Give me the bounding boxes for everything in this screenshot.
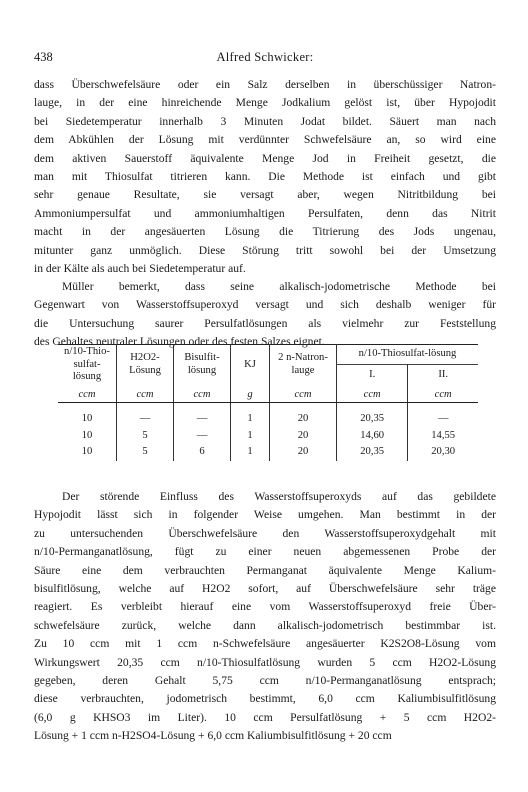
text-line: macht in der angesäuerten Lösung die Titrierung des Jods ungenau, (34, 225, 496, 239)
text-line: die Untersuchung saurer Persulfatlösungen als vielmehr zur Feststellung (34, 316, 496, 330)
text-line: sehr genaue Resultate, sie versagt aber, wegen Nitritbildung bei (34, 188, 496, 202)
header-h2o2 (117, 345, 174, 385)
text-line: Der störende Einfluss des Wasserstoffsuperoxyds auf das gebildete (62, 490, 496, 503)
page-header (34, 50, 496, 68)
table-cell: 20,35 (337, 403, 408, 428)
header-thiosulfat-result-label: n/10-Thiosulfat-lösung (358, 348, 457, 360)
table-cell: 20 (270, 428, 337, 445)
header-bisulfit-label: Bisulfit-lösung (184, 352, 220, 376)
text-line: Ammoniumpersulfat und ammoniumhaltigen Persulfaten, denn das Nitrit (34, 206, 496, 220)
table-cell: 1 (231, 444, 270, 461)
header-thiosulfat (58, 345, 117, 385)
text-line: (6,0 g KHSO3 im Liter). 10 ccm Persulfatlösung + 5 ccm H2O2- (34, 710, 496, 724)
table-cell: 14,60 (337, 428, 408, 445)
results-table (58, 344, 478, 461)
header-natronlauge (270, 345, 337, 385)
table-cell: — (437, 413, 449, 424)
text-line: in der Kälte als auch bei Siedetemperatur auf. (34, 261, 246, 275)
table-cell: 20 (270, 403, 337, 428)
page-number: 438 (34, 50, 53, 64)
text-line: man mit Thiosulfat titrieren kann. Die Methode ist einfach und gibt (34, 169, 496, 183)
table-cell: 5 (117, 428, 174, 445)
paragraph-3 (34, 488, 496, 745)
unit-cell: ccm (58, 385, 117, 403)
unit-cell: ccm (174, 385, 231, 403)
header-thiosulfat-result (337, 345, 479, 365)
table-cell: 14,55 (431, 429, 456, 441)
table-cell: 5 (117, 444, 174, 461)
header-h2o2-label: H2O2-Lösung (129, 352, 161, 376)
table-cell: 20 (270, 444, 337, 461)
text-line: bei Siedetemperatur innerhalb 3 Minuten Jodat bildet. Säuert man nach (34, 114, 496, 128)
table-cell: 10 (58, 428, 117, 445)
text-line: n/10-Permanganatlösung, fügt zu einer neuen abgemessenen Probe der (34, 545, 496, 559)
text-line: lauge, in der eine hinreichende Menge Jodkalium gelöst ist, über Hypojodit (34, 96, 496, 110)
table-row (58, 444, 478, 461)
text-line: Müller bemerkt, dass seine alkalisch-jodometrische Methode bei (62, 280, 496, 293)
text-line: mitunter ganz unmöglich. Diese Störung tritt sowohl bei der Umsetzung (34, 243, 496, 257)
paragraph-1 (34, 76, 496, 278)
unit-cell: g (231, 385, 270, 403)
table-cell: 6 (174, 444, 231, 461)
table-row (58, 403, 478, 428)
text-line: dem aktiven Sauerstoff äquivalente Menge Jod in Freiheit gesetzt, die (34, 151, 496, 165)
header-kj (231, 345, 270, 385)
header-thiosulfat-label: n/10-Thio-sulfat-lösung (64, 346, 110, 382)
text-line: des Gehaltes neutraler Lösungen oder des festen Salzes eignet. (34, 335, 325, 349)
text-line: dem Abkühlen der Lösung mit verdünnter Schwefelsäure an, so wird eine (34, 133, 496, 147)
text-line: Hypojodit lässt sich in folgender Weise umgehen. Man bestimmt in der (34, 508, 496, 522)
table-cell: 20,30 (431, 446, 456, 457)
text-line: Gegenwart von Wasserstoffsuperoxyd versagt und sich deshalb weniger für (34, 298, 496, 312)
table-cell: 10 (58, 403, 117, 428)
unit-cell: ccm (117, 385, 174, 403)
table-cell: 1 (231, 428, 270, 445)
text-line: Zu 10 ccm mit 1 ccm n-Schwefelsäure angesäuerter K2S2O8-Lösung vom (34, 637, 496, 651)
table-cell: 10 (58, 444, 117, 461)
unit-cell: ccm (337, 385, 408, 403)
unit-cell: ccm (408, 385, 478, 403)
paragraph-2 (34, 278, 496, 352)
header-natronlauge-label: 2 n-Natron-lauge (278, 352, 328, 376)
table-cell: 20,35 (337, 444, 408, 461)
text-line: bisulfitlösung, welche auf H2O2 sofort, auf Überschwefelsäure sehr träge (34, 581, 496, 595)
header-sub-i: I. (337, 365, 408, 385)
text-line: diese verbrauchten, jodometrisch bestimmt, 6,0 ccm Kaliumbisulfitlösung (34, 692, 496, 706)
unit-cell: ccm (270, 385, 337, 403)
table-cell: 1 (231, 403, 270, 428)
text-line: gegeben, deren Gehalt 5,75 ccm n/10-Permanganatlösung entsprach; (34, 673, 496, 687)
text-line: reagiert. Es verbleibt hierauf eine vom Wasserstoffsuperoxyd freie Über- (34, 600, 496, 614)
text-line: Wirkungswert 20,35 ccm n/10-Thiosulfatlösung wurden 5 ccm H2O2-Lösung (34, 655, 496, 669)
table-cell: — (117, 403, 174, 428)
header-bisulfit (174, 345, 231, 385)
text-line: dass Überschwefelsäure oder ein Salz derselben in überschüssiger Natron- (34, 78, 496, 91)
table-row (58, 428, 478, 445)
table-cell: — (174, 403, 231, 428)
text-line: Lösung + 1 ccm n-H2SO4-Lösung + 6,0 ccm Kaliumbisulfitlösung + 20 ccm (34, 729, 392, 743)
header-kj-label: KJ (244, 358, 256, 370)
table-cell: — (174, 428, 231, 445)
text-line: Säure eine dem verbrauchten Permanganat äquivalente Menge Kalium- (34, 563, 496, 577)
text-line: schwefelsäure zurück, welche dann alkalisch-jodometrisch bestimmbar ist. (34, 618, 496, 632)
header-sub-ii: II. (408, 365, 478, 385)
running-title: Alfred Schwicker: (216, 50, 314, 64)
text-line: zu untersuchenden Überschwefelsäure den Wasserstoffsuperoxydgehalt mit (34, 526, 496, 540)
